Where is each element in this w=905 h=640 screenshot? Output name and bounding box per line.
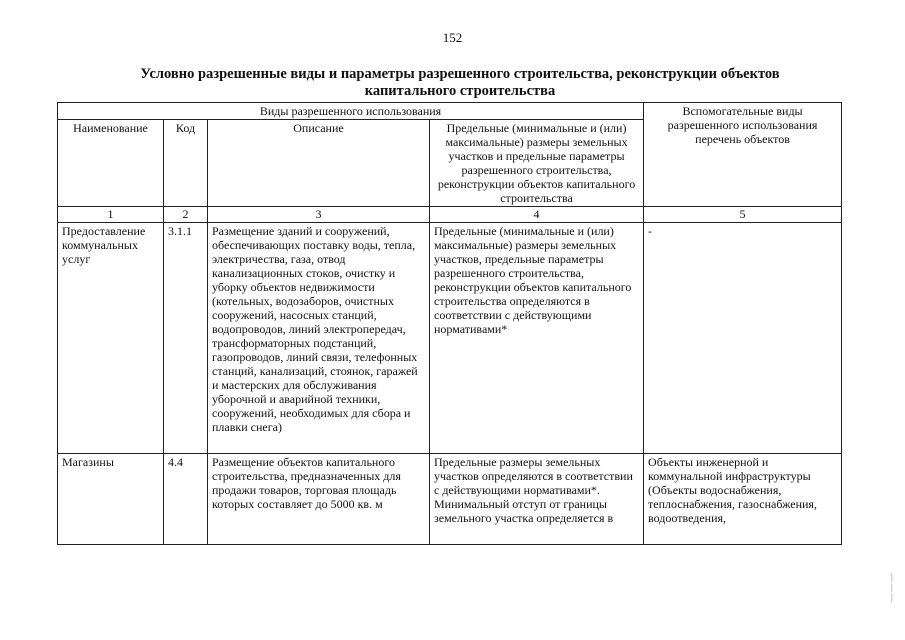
table-row xyxy=(58,454,842,545)
column-number: 3 xyxy=(208,207,430,223)
scan-edge-marks: | | | xyxy=(891,572,893,602)
table-row xyxy=(58,223,842,454)
row-code: 4.4 xyxy=(164,454,208,545)
header-limits: Предельные (минимальные и (или) максимальные) размеры земельных участков и предельные параметры разрешенного строительства, реконструкции объектов капитального строительства xyxy=(430,120,644,207)
header-main-uses: Виды разрешенного использования xyxy=(58,103,644,120)
header-aux-list: перечень объектов xyxy=(695,132,790,146)
page-number: 152 xyxy=(442,30,463,45)
column-number: 4 xyxy=(430,207,644,223)
column-number: 5 xyxy=(644,207,842,223)
header-aux-uses-title: Вспомогательные виды разрешенного использования xyxy=(667,104,818,132)
header-group-row xyxy=(58,103,842,120)
header-code: Код xyxy=(164,120,208,207)
header-aux-uses xyxy=(644,103,842,207)
column-number: 1 xyxy=(58,207,164,223)
row-limits: Предельные (минимальные и (или) максимальные) размеры земельных участков, предельные параметры разрешенного строительства, реконструкции объектов капитального строительства определяются в соответствии с действующими нормативами* xyxy=(430,223,644,454)
row-limits: Предельные размеры земельных участков определяются в соответствии с действующими нормативами*. Минимальный отступ от границы земельного участка определяется в xyxy=(430,454,644,545)
header-description: Описание xyxy=(208,120,430,207)
column-number: 2 xyxy=(164,207,208,223)
row-name: Предоставление коммунальных услуг xyxy=(58,223,164,454)
row-description: Размещение объектов капитального строительства, предназначенных для продажи товаров, торговая площадь которых составляет до 5000 кв. м xyxy=(208,454,430,545)
column-number-row xyxy=(58,207,842,223)
row-code: 3.1.1 xyxy=(164,223,208,454)
land-use-table-container xyxy=(57,102,841,545)
row-description: Размещение зданий и сооружений, обеспечивающих поставку воды, тепла, электричества, газа, отвод канализационных стоков, очистку и уборку объектов недвижимости (котельных, водозаборов, очистных сооружений, насосных станций, водопроводов, линий электропередач, трансформаторных подстанций, газопроводов, линий связи, телефонных станций, канализаций, стоянок, гаражей и мастерских для обслуживания уборочной и аварийной техники, сооружений, необходимых для сбора и плавки снега) xyxy=(208,223,430,454)
document-title: Условно разрешенные виды и параметры разрешенного строительства, реконструкции объектов капитального строительства xyxy=(140,66,780,99)
header-name: Наименование xyxy=(58,120,164,207)
row-name: Магазины xyxy=(58,454,164,545)
row-aux: - xyxy=(644,223,842,454)
land-use-table xyxy=(57,102,842,545)
row-aux: Объекты инженерной и коммунальной инфраструктуры (Объекты водоснабжения, теплоснабжения, газоснабжения, водоотведения, xyxy=(644,454,842,545)
